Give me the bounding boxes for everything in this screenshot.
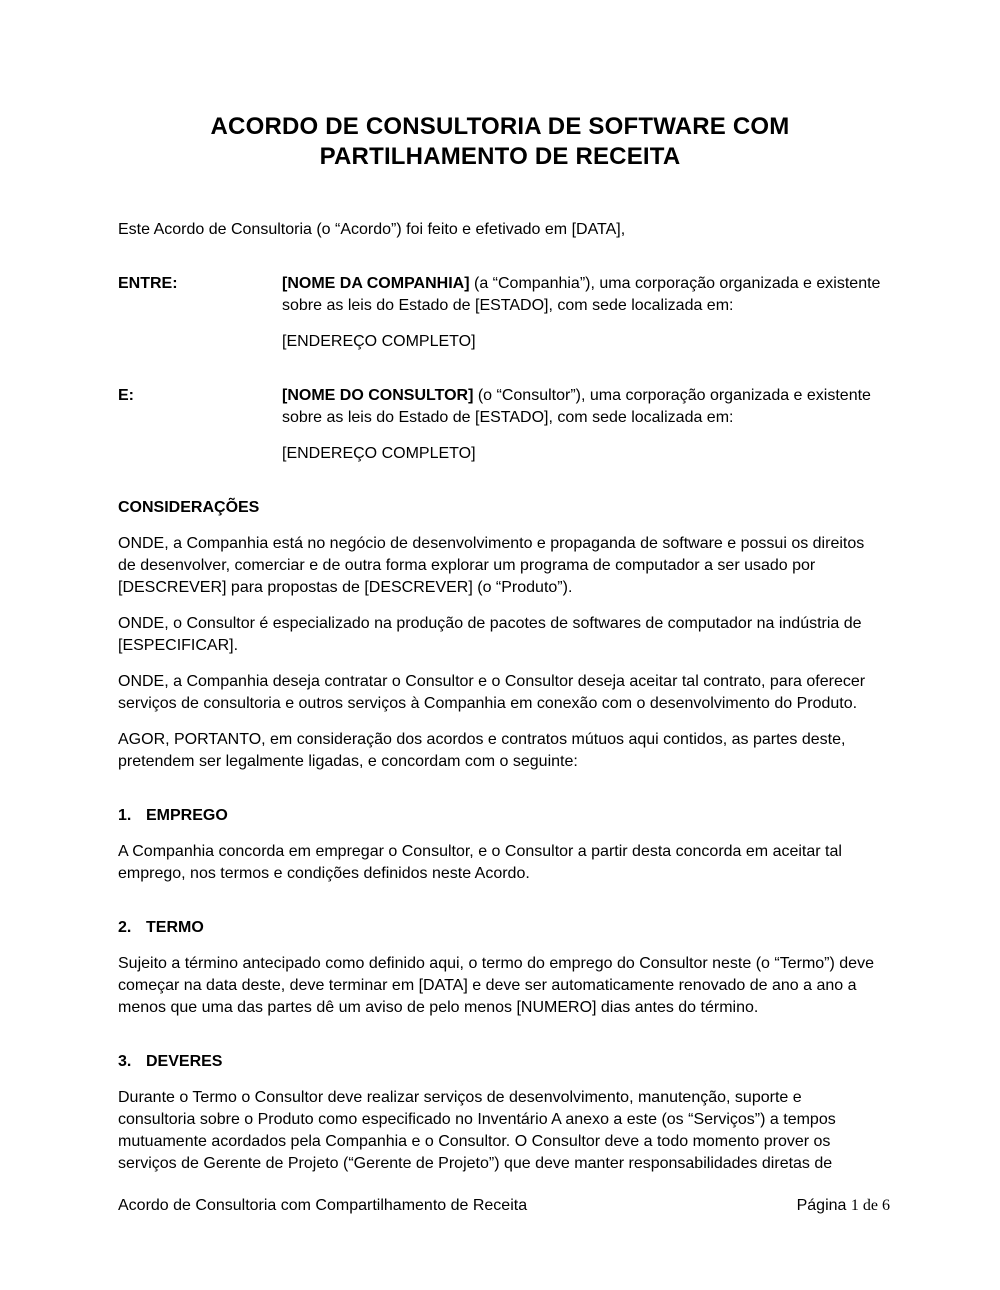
- section-2-heading: [118, 917, 882, 939]
- party-description-company: [282, 273, 882, 317]
- company-description-text: (a “Companhia”), uma corporação organizada e existente sobre as leis do Estado de [ESTADO], com sede localizada em:: [282, 275, 881, 314]
- consultant-name-placeholder: [NOME DO CONSULTOR]: [282, 387, 474, 404]
- section-3-body: Durante o Termo o Consultor deve realizar serviços de desenvolvimento, manutenção, suporte e consultoria sobre o Produto como especificado no Inventário A anexo a este (os “Serviços”) a tempos mutuamente acordados pela Companhia e o Consultor. O Consultor deve a todo momento prover os serviços de Gerente de Projeto (“Gerente de Projeto”) que deve manter responsabilidades diretas de: [118, 1089, 836, 1172]
- party-label-e: E:: [118, 387, 134, 404]
- company-name-placeholder: [NOME DA COMPANHIA]: [282, 275, 470, 292]
- consultant-description-text: (o “Consultor”), uma corporação organizada e existente sobre as leis do Estado de [ESTADO], com sede localizada em:: [282, 387, 871, 426]
- party-body-company: [282, 273, 882, 353]
- considerations-heading: CONSIDERAÇÕES: [118, 499, 260, 516]
- section-3-heading-text: DEVERES: [146, 1053, 223, 1070]
- page-footer: [118, 1195, 890, 1217]
- section-2-heading-text: TERMO: [146, 919, 204, 936]
- party-block-consultant: [118, 385, 882, 465]
- section-3-heading: [118, 1051, 882, 1073]
- footer-page-field: 1 de 6: [850, 1197, 890, 1214]
- party-block-company: [118, 273, 882, 353]
- party-label-entre: ENTRE:: [118, 275, 178, 292]
- party-description-consultant: [282, 385, 882, 429]
- footer-document-name: Acordo de Consultoria com Compartilhamento de Receita: [118, 1197, 528, 1214]
- section-2-body: Sujeito a término antecipado como definido aqui, o termo do emprego do Consultor neste (o “Termo”) deve começar na data deste, deve terminar em [DATA] e deve ser automaticamente renovado de ano a ano a menos que uma das partes dê um aviso de pelo menos [NUMERO] dias antes do término.: [118, 955, 874, 1016]
- considerations-paragraph-4: AGOR, PORTANTO, em consideração dos acordos e contratos mútuos aqui contidos, as partes deste, pretendem ser legalmente ligadas, e concordam com o seguinte:: [118, 731, 846, 770]
- company-address-placeholder: [ENDEREÇO COMPLETO]: [282, 333, 476, 350]
- consultant-address-placeholder: [ENDEREÇO COMPLETO]: [282, 445, 476, 462]
- section-1-body: A Companhia concorda em empregar o Consultor, e o Consultor a partir desta concorda em aceitar tal emprego, nos termos e condições definidos neste Acordo.: [118, 843, 842, 882]
- section-1-heading: [118, 805, 882, 827]
- section-1-number: 1.: [118, 807, 132, 824]
- document-title-line-2: PARTILHAMENTO DE RECEITA: [319, 143, 681, 170]
- party-body-consultant: [282, 385, 882, 465]
- section-3-number: 3.: [118, 1053, 132, 1070]
- section-1-heading-text: EMPREGO: [146, 807, 228, 824]
- considerations-paragraph-2: ONDE, o Consultor é especializado na produção de pacotes de softwares de computador na indústria de [ESPECIFICAR].: [118, 615, 862, 654]
- intro-paragraph: Este Acordo de Consultoria (o “Acordo”) foi feito e efetivado em [DATA],: [118, 221, 626, 238]
- footer-page-number: [797, 1195, 890, 1217]
- section-2-number: 2.: [118, 919, 132, 936]
- considerations-paragraph-1: ONDE, a Companhia está no negócio de desenvolvimento e propaganda de software e possui os direitos de desenvolver, comerciar e de outra forma explorar um programa de computador a ser usado por [DESCREVER] para propostas de [DESCREVER] (o “Produto”).: [118, 535, 865, 596]
- document-title: [118, 112, 882, 172]
- footer-page-label: Página: [796, 1197, 847, 1214]
- considerations-paragraph-3: ONDE, a Companhia deseja contratar o Consultor e o Consultor deseja aceitar tal contrato, para oferecer serviços de consultoria e outros serviços à Companhia em conexão com o desenvolvimento do Produto.: [118, 673, 866, 712]
- document-title-line-1: ACORDO DE CONSULTORIA DE SOFTWARE COM: [210, 113, 790, 140]
